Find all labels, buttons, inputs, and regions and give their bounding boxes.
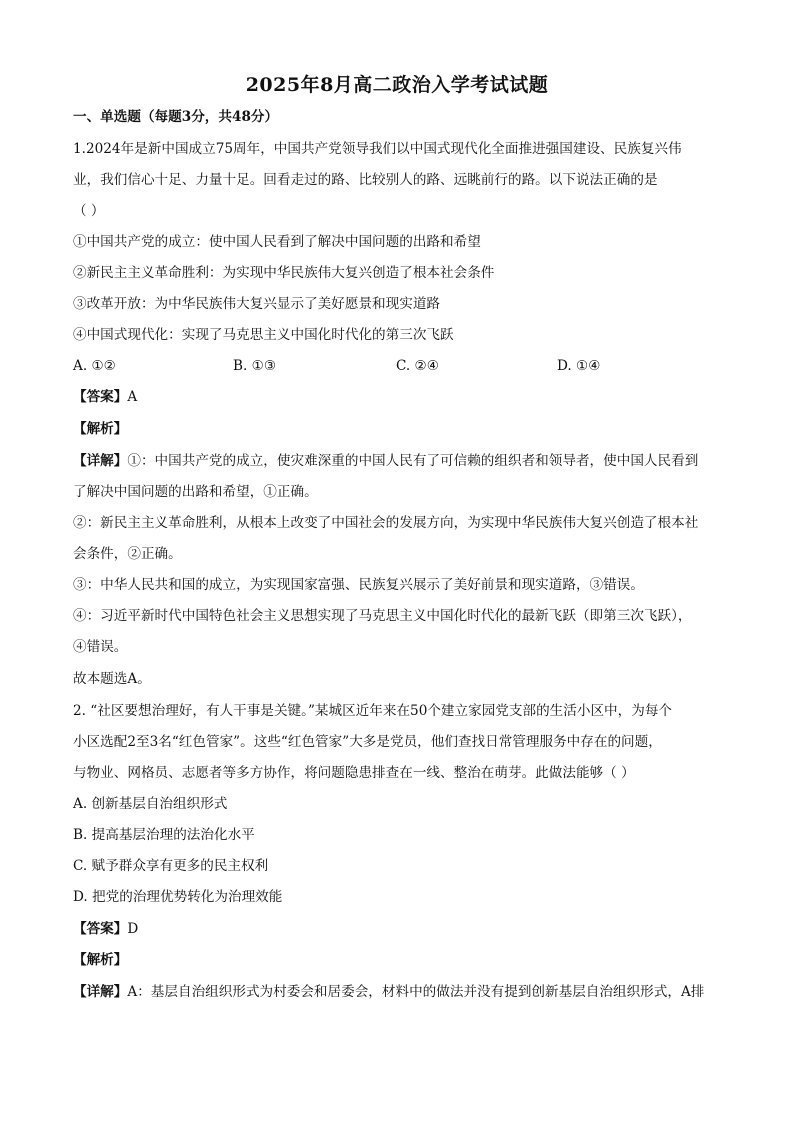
q1-detail-line-6: ④：习近平新时代中国特色社会主义思想实现了马克思主义中国化时代化的最新飞跃（即第三次飞跃）， (73, 608, 692, 624)
q1-option-b: B. ①③ (233, 358, 277, 374)
q2-stem-line-2: 小区选配2至3名“红色管家”。这些“红色管家”大多是党员，他们查找日常管理服务中存在的问题， (73, 734, 662, 750)
q2-answer-value: D (127, 921, 139, 937)
q1-option-a: A. ①② (73, 358, 116, 374)
q1-answer-label: 【答案】 (73, 389, 128, 405)
page-title: 2025年8月高二政治入学考试试题 (245, 74, 549, 96)
q1-analysis-label: 【解析】 (73, 421, 128, 437)
q2-option-b: B. 提高基层治理的法治化水平 (73, 827, 255, 843)
q2-option-a: A. 创新基层自治组织形式 (73, 796, 228, 812)
q1-statement-1: ①中国共产党的成立：使中国人民看到了解决中国问题的出路和希望 (73, 234, 481, 250)
q1-stem-line-1: 1.2024年是新中国成立75周年，中国共产党领导我们以中国式现代化全面推进强国建设、民族复兴伟 (73, 141, 682, 157)
q1-detail-line-3: ②：新民主主义革命胜利，从根本上改变了中国社会的发展方向，为实现中华民族伟大复兴创造了根本社 (73, 515, 699, 531)
q2-stem-line-1: 2. “社区要想治理好，有人干事是关键。”某城区近年来在50个建立家园党支部的生活小区中，为每个 (73, 703, 673, 719)
q1-detail-text-1: ①：中国共产党的成立，使灾难深重的中国人民有了可信赖的组织者和领导者，使中国人民看到 (127, 453, 699, 469)
q1-answer (73, 388, 137, 406)
q1-stem-blank: （ ） (73, 203, 105, 219)
q1-detail-label: 【详解】 (73, 453, 128, 469)
q1-detail-line-5: ③：中华人民共和国的成立，为实现国家富强、民族复兴展示了美好前景和现实道路，③错误。 (73, 577, 644, 593)
q1-detail-line-1 (73, 452, 698, 470)
q2-answer-label: 【答案】 (73, 921, 128, 937)
q2-detail-label: 【详解】 (73, 984, 128, 1000)
q1-detail-line-4: 会条件，②正确。 (73, 546, 182, 562)
q2-option-d: D. 把党的治理优势转化为治理效能 (73, 889, 283, 905)
q1-option-c: C. ②④ (396, 358, 439, 374)
q2-answer (73, 920, 138, 938)
q1-statement-3: ③改革开放：为中华民族伟大复兴显示了美好愿景和现实道路 (73, 296, 441, 312)
q1-detail-line-2: 了解决中国问题的出路和希望，①正确。 (73, 484, 318, 500)
q2-detail-line-1 (73, 983, 704, 1001)
q2-option-c: C. 赋予群众享有更多的民主权利 (73, 858, 269, 874)
q2-stem-line-3: 与物业、网格员、志愿者等多方协作，将问题隐患排查在一线、整治在萌芽。此做法能够（ ） (73, 765, 635, 781)
section-heading: 一、单选题（每题3分，共48分） (73, 109, 279, 125)
q1-statement-2: ②新民主主义革命胜利：为实现中华民族伟大复兴创造了根本社会条件 (73, 265, 495, 281)
q2-analysis-label: 【解析】 (73, 952, 128, 968)
q1-conclusion: 故本题选A。 (73, 671, 151, 687)
q1-detail-line-7: ④错误。 (73, 639, 128, 655)
q1-stem-line-2: 业，我们信心十足、力量十足。回看走过的路、比较别人的路、远眺前行的路。以下说法正确的是 (73, 172, 658, 188)
q1-answer-value: A (127, 389, 138, 405)
q2-detail-text-1: A：基层自治组织形式为村委会和居委会，材料中的做法并没有提到创新基层自治组织形式，A排 (127, 984, 705, 1000)
q1-option-d: D. ①④ (557, 358, 601, 374)
q1-statement-4: ④中国式现代化：实现了马克思主义中国化时代化的第三次飞跃 (73, 327, 454, 343)
